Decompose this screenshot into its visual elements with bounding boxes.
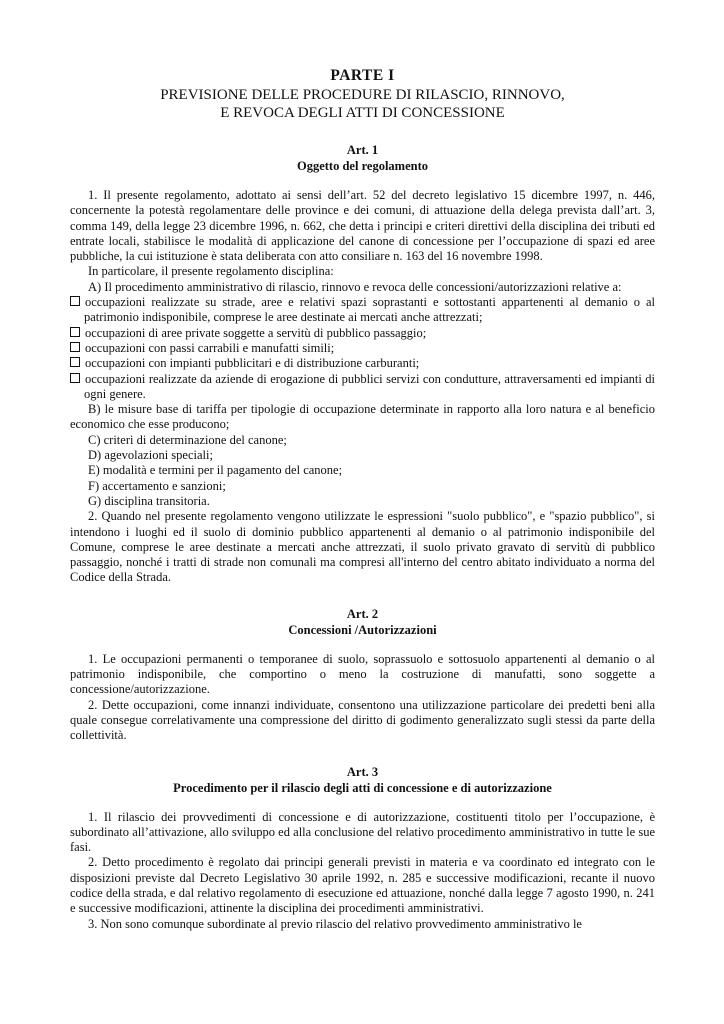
list-item: occupazioni realizzate su strade, aree e relativi spazi soprastanti e sottostanti appartenenti al demanio o al patrimonio indisponibile, comprese le aree destinate ai mercati anche attrezzati; (70, 295, 655, 326)
article-1-item-f: F) accertamento e sanzioni; (88, 478, 226, 493)
list-item: occupazioni di aree private soggette a servitù di pubblico passaggio; (70, 326, 655, 341)
article-2-paragraph-1: 1. Le occupazioni permanenti o temporanee di suolo, soprassuolo e sottosuolo appartenenti al demanio o al patrimonio indisponibile, che comportino o meno la costruzione di manufatti, sono soggette a concessione/autorizzazione. (70, 651, 655, 697)
checkbox-bullet-icon (70, 327, 80, 337)
part-title-line-1: PREVISIONE DELLE PROCEDURE DI RILASCIO, RINNOVO, (160, 87, 565, 103)
part-heading: PARTE I (330, 67, 395, 84)
checkbox-bullet-icon (70, 342, 80, 352)
article-3-number: Art. 3 (346, 764, 379, 779)
article-1-item-c: C) criteri di determinazione del canone; (88, 432, 287, 447)
article-1-paragraph-2: In particolare, il presente regolamento disciplina: (88, 264, 334, 279)
article-2-paragraph-2: 2. Dette occupazioni, come innanzi individuate, consentono una utilizzazione particolare dei predetti beni alla quale consegue correlativamente una compressione del diritto di godimento generalizzato sugli stessi da parte della collettività. (70, 697, 655, 743)
article-3-paragraph-2: 2. Detto procedimento è regolato dai principi generali previsti in materia e va coordinato ed integrato con le disposizioni previste dal Decreto Legislativo 30 aprile 1992, n. 285 e successive modificazioni, recante il nuovo codice della strada, e dal relativo regolamento di esecuzione ed attuazione, nonché dalla legge 7 agosto 1990, n. 241 e successive modificazioni, attinente la disciplina dei procedimenti amministrativi. (70, 855, 655, 916)
article-1-item-b: B) le misure base di tariffa per tipologie di occupazione determinate in rapporto alla loro natura e al beneficio economico che esse producono; (70, 402, 655, 432)
article-1-paragraph-3: 2. Quando nel presente regolamento vengono utilizzate le espressioni "suolo pubblico", e "spazio pubblico", si intendono i luoghi ed il suolo di dominio pubblico appartenenti al demanio o al patrimonio indisponibile del Comune, comprese le aree destinate a mercati anche attrezzati, il suolo privato gravato di servitù di pubblico passaggio, nonché i tratti di strade non comunali ma compresi all'interno del centro abitato individuato a norma del Codice della Strada. (70, 509, 655, 585)
article-2-number: Art. 2 (346, 606, 379, 621)
article-3-paragraph-1: 1. Il rilascio dei provvedimenti di concessione e di autorizzazione, costituenti titolo per l’occupazione, è subordinato all’attivazione, allo sviluppo ed alla conclusione del relativo procedimento amministrativo in tutte le sue fasi. (70, 809, 655, 855)
article-3-paragraph-3: 3. Non sono comunque subordinate al previo rilascio del relativo provvedimento amministrativo le (88, 916, 582, 931)
article-1-title: Oggetto del regolamento (297, 159, 428, 173)
part-title-line-2: E REVOCA DEGLI ATTI DI CONCESSIONE (220, 105, 505, 121)
document-page (70, 66, 655, 932)
article-1-item-e: E) modalità e termini per il pagamento del canone; (88, 463, 343, 478)
checkbox-bullet-icon (70, 296, 80, 306)
checkbox-bullet-icon (70, 373, 80, 383)
article-1-item-g: G) disciplina transitoria. (88, 493, 210, 508)
article-1-paragraph-1: 1. Il presente regolamento, adottato ai sensi dell’art. 52 del decreto legislativo 15 dicembre 1997, n. 446, concernente la potestà regolamentare delle province e dei comuni, di attuazione della delega prevista dall’art. 3, comma 149, della legge 23 dicembre 1996, n. 662, che detta i principi e criteri direttivi della disciplina dei tributi ed entrate locali, stabilisce le modalità di applicazione del canone di concessione per l’occupazione di spazi ed aree pubbliche, la cui istituzione è stata deliberata con atto consiliare n. 163 del 16 novembre 1998. (70, 188, 655, 264)
article-3-title: Procedimento per il rilascio degli atti di concessione e di autorizzazione (173, 780, 552, 795)
article-1-number: Art. 1 (346, 143, 379, 157)
list-item: occupazioni realizzate da aziende di erogazione di pubblici servizi con condutture, attraversamenti ed impianti di ogni genere. (70, 372, 655, 403)
article-2-title: Concessioni /Autorizzazioni (288, 622, 437, 637)
list-item: occupazioni con passi carrabili e manufatti simili; (70, 341, 655, 356)
article-1-item-d: D) agevolazioni speciali; (88, 448, 213, 463)
list-item: occupazioni con impianti pubblicitari e di distribuzione carburanti; (70, 356, 655, 371)
checkbox-bullet-icon (70, 357, 80, 367)
article-1-item-a: A) Il procedimento amministrativo di rilascio, rinnovo e revoca delle concessioni/autorizzazioni relative a: (88, 279, 622, 294)
